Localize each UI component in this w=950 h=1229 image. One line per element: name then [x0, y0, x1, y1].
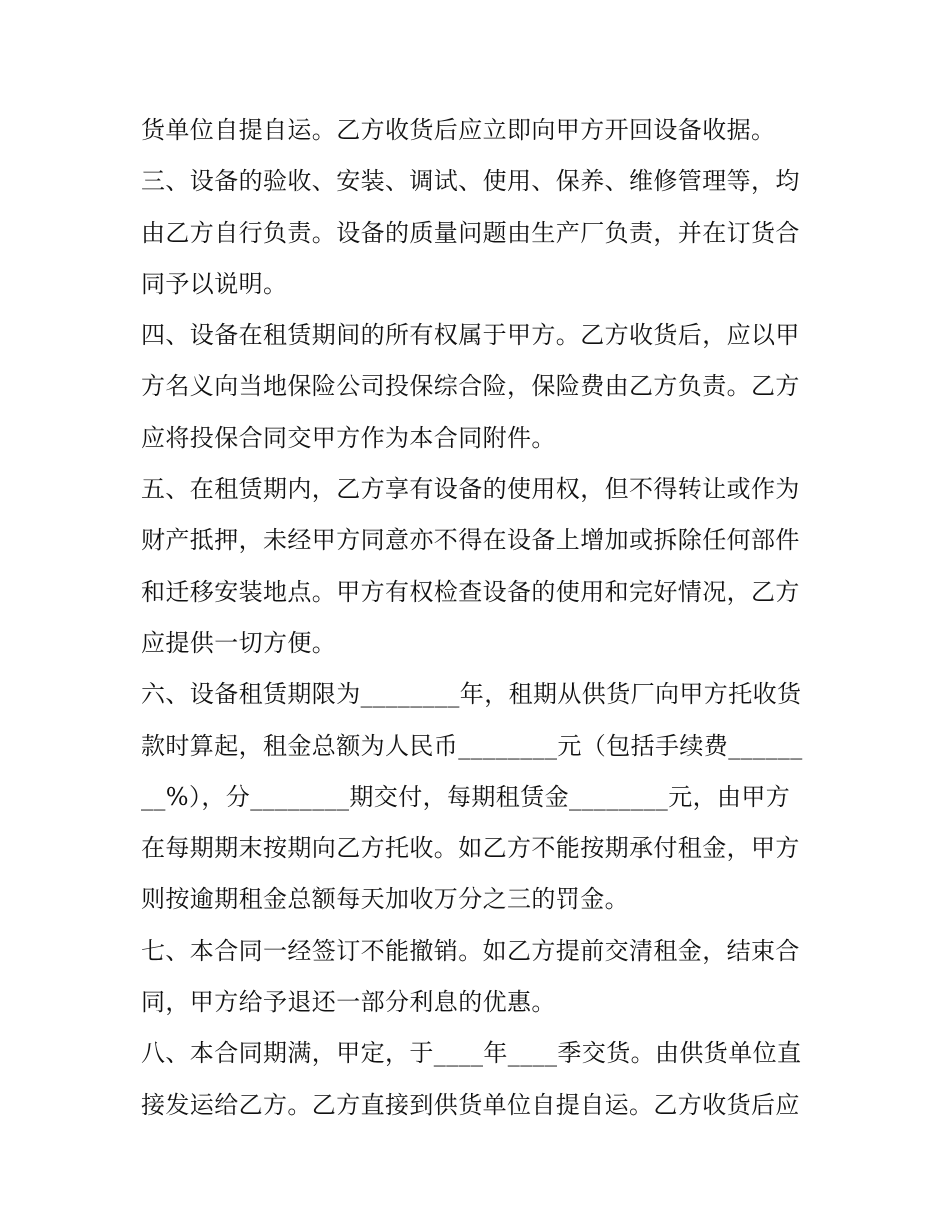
text-line: 接发运给乙方。乙方直接到供货单位自提自运。乙方收货后应 — [141, 1090, 800, 1119]
text-line: 六、设备租赁期限为________年，租期从供货厂向甲方托收货 — [141, 680, 802, 709]
text-line: 货单位自提自运。乙方收货后应立即向甲方开回设备收据。 — [141, 116, 776, 144]
text-line: 方名义向当地保险公司投保综合险，保险费由乙方负责。乙方 — [141, 372, 800, 401]
text-line: 应提供一切方便。 — [141, 628, 337, 657]
text-line: 应将投保合同交甲方作为本合同附件。 — [141, 423, 556, 452]
text-line: 八、本合同期满，甲定，于____年____季交货。由供货单位直 — [141, 1039, 802, 1068]
text-line: 三、设备的验收、安装、调试、使用、保养、维修管理等，均 — [141, 167, 800, 196]
text-line: 款时算起，租金总额为人民币________元（包括手续费______ — [141, 731, 803, 760]
text-line: 则按逾期租金总额每天加收万分之三的罚金。 — [141, 885, 629, 914]
text-line: 四、设备在租赁期间的所有权属于甲方。乙方收货后，应以甲 — [141, 321, 800, 350]
text-line: 五、在租赁期内，乙方享有设备的使用权，但不得转让或作为 — [141, 475, 800, 504]
text-line: 同，甲方给予退还一部分利息的优惠。 — [141, 988, 556, 1017]
text-line: 财产抵押，未经甲方同意亦不得在设备上增加或拆除任何部件 — [141, 526, 800, 555]
text-line: 由乙方自行负责。设备的质量问题由生产厂负责，并在订货合 — [141, 218, 800, 247]
text-line: 在每期期末按期向乙方托收。如乙方不能按期承付租金，甲方 — [141, 834, 800, 863]
contract-text-body — [141, 105, 821, 1131]
text-line: 七、本合同一经签订不能撤销。如乙方提前交清租金，结束合 — [141, 936, 800, 965]
text-line: 同予以说明。 — [141, 269, 288, 298]
text-line: 和迁移安装地点。甲方有权检查设备的使用和完好情况，乙方 — [141, 577, 800, 606]
text-line: __%），分________期交付，每期租赁金________元，由甲方 — [141, 782, 791, 811]
